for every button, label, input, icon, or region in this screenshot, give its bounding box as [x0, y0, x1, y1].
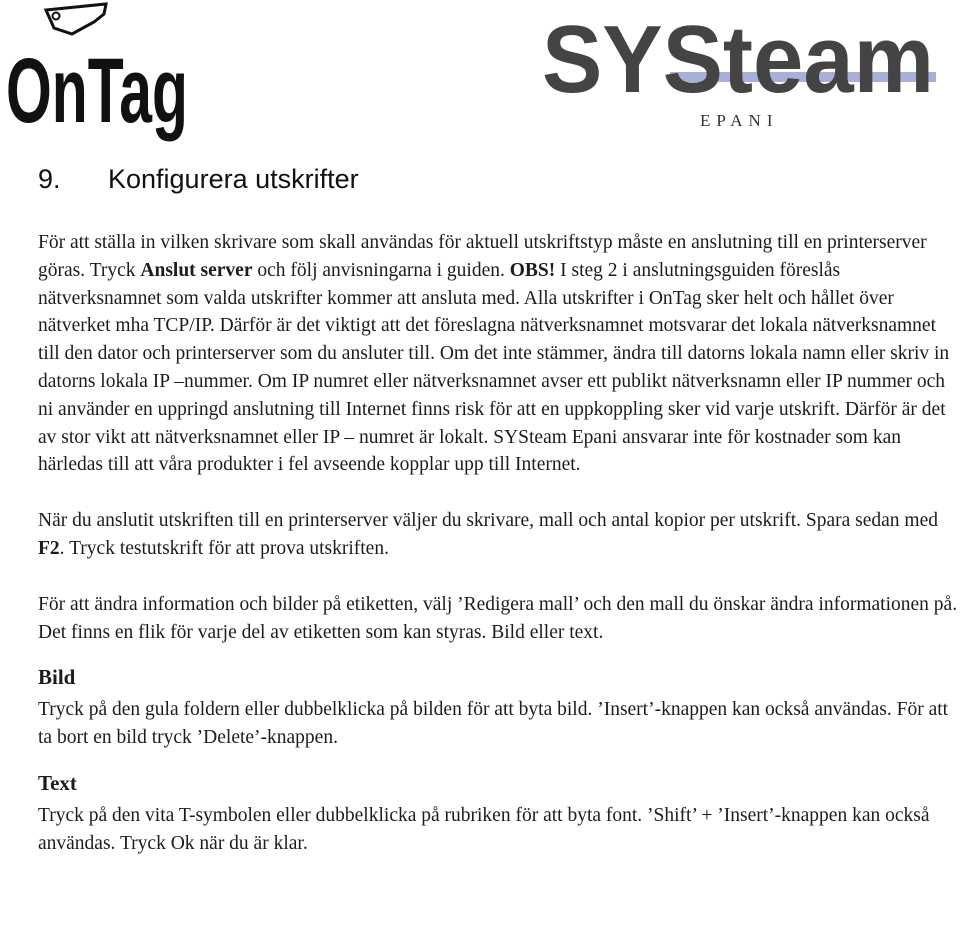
paragraph-printer-selection: [38, 507, 960, 563]
section-title: Konfigurera utskrifter: [108, 164, 359, 194]
svg-text:SYSteam: SYSteam: [542, 6, 934, 113]
f2-key-label: F2: [38, 537, 60, 559]
section-number: 9.: [38, 164, 61, 194]
paragraph-edit-template: För att ändra information och bilder på etiketten, välj ’Redigera mall’ och den mall du önskar ändra informationen på. Det finns en flik för varje del av etiketten som kan styras. Bild eller text.: [38, 593, 958, 643]
anslut-server-label: Anslut server: [140, 259, 253, 281]
text-run: och följ anvisningarna i guiden.: [252, 259, 510, 281]
svg-text:EPANI: EPANI: [700, 111, 779, 130]
text-run: I steg 2 i anslutningsguiden föreslås nätverksnamnet som valda utskrifter kommer att ansluta med. Alla utskrifter i OnTag sker helt och hållet över nätverket mha TCP/IP. Därför är det viktigt att det föreslagna nätverksnamnet motsvarar det lokala nätverksnamnet till den dator och printerserver som du ansluter till. Om det inte stämmer, ändra till datorns lokala namn eller skriv in datorns lokala IP –nummer. Om IP numret eller nätverksnamnet avser ett publikt nätverksnamn eller IP nummer och ni använder en uppringd anslutning till Internet finns risk för att en uppkoppling sker vid varje utskrift. Därför är det av stor vikt att nätverksnamnet eller IP – numret är lokalt. SYSteam Epani ansvarar inte för kostnader som kan härledas till att våra produkter i fel avseende kopplar upp till Internet.: [38, 259, 950, 476]
systeam-logo: [538, 0, 938, 132]
ontag-logo: [2, 0, 192, 142]
paragraph-bild: Tryck på den gula foldern eller dubbelklicka på bilden för att byta bild. ’Insert’-knappen kan också användas. För att ta bort en bild tryck ’Delete’-knappen.: [38, 699, 949, 749]
text-run: När du anslutit utskriften till en printerserver väljer du skrivare, mall och antal kopior per utskrift. Spara sedan med: [38, 510, 938, 532]
text-run: För att ställa in vilken skrivare som skall användas för aktuell utskriftstyp måste en anslutning till en printerserver göras. Tryck: [38, 232, 927, 281]
document-body: [38, 229, 960, 858]
paragraph-server-connection: [38, 229, 960, 479]
text-run: . Tryck testutskrift för att prova utskriften.: [59, 537, 389, 559]
subheading-bild: Bild: [38, 665, 76, 690]
svg-text:OnTag: OnTag: [6, 40, 188, 142]
paragraph-text: Tryck på den vita T-symbolen eller dubbelklicka på rubriken för att byta font. ’Shift’ + ’Insert’-knappen kan också användas. Tryck Ok när du är klar.: [38, 804, 930, 854]
subheading-text: Text: [38, 770, 77, 795]
section-heading: [38, 164, 359, 195]
obs-label: OBS!: [509, 259, 556, 281]
